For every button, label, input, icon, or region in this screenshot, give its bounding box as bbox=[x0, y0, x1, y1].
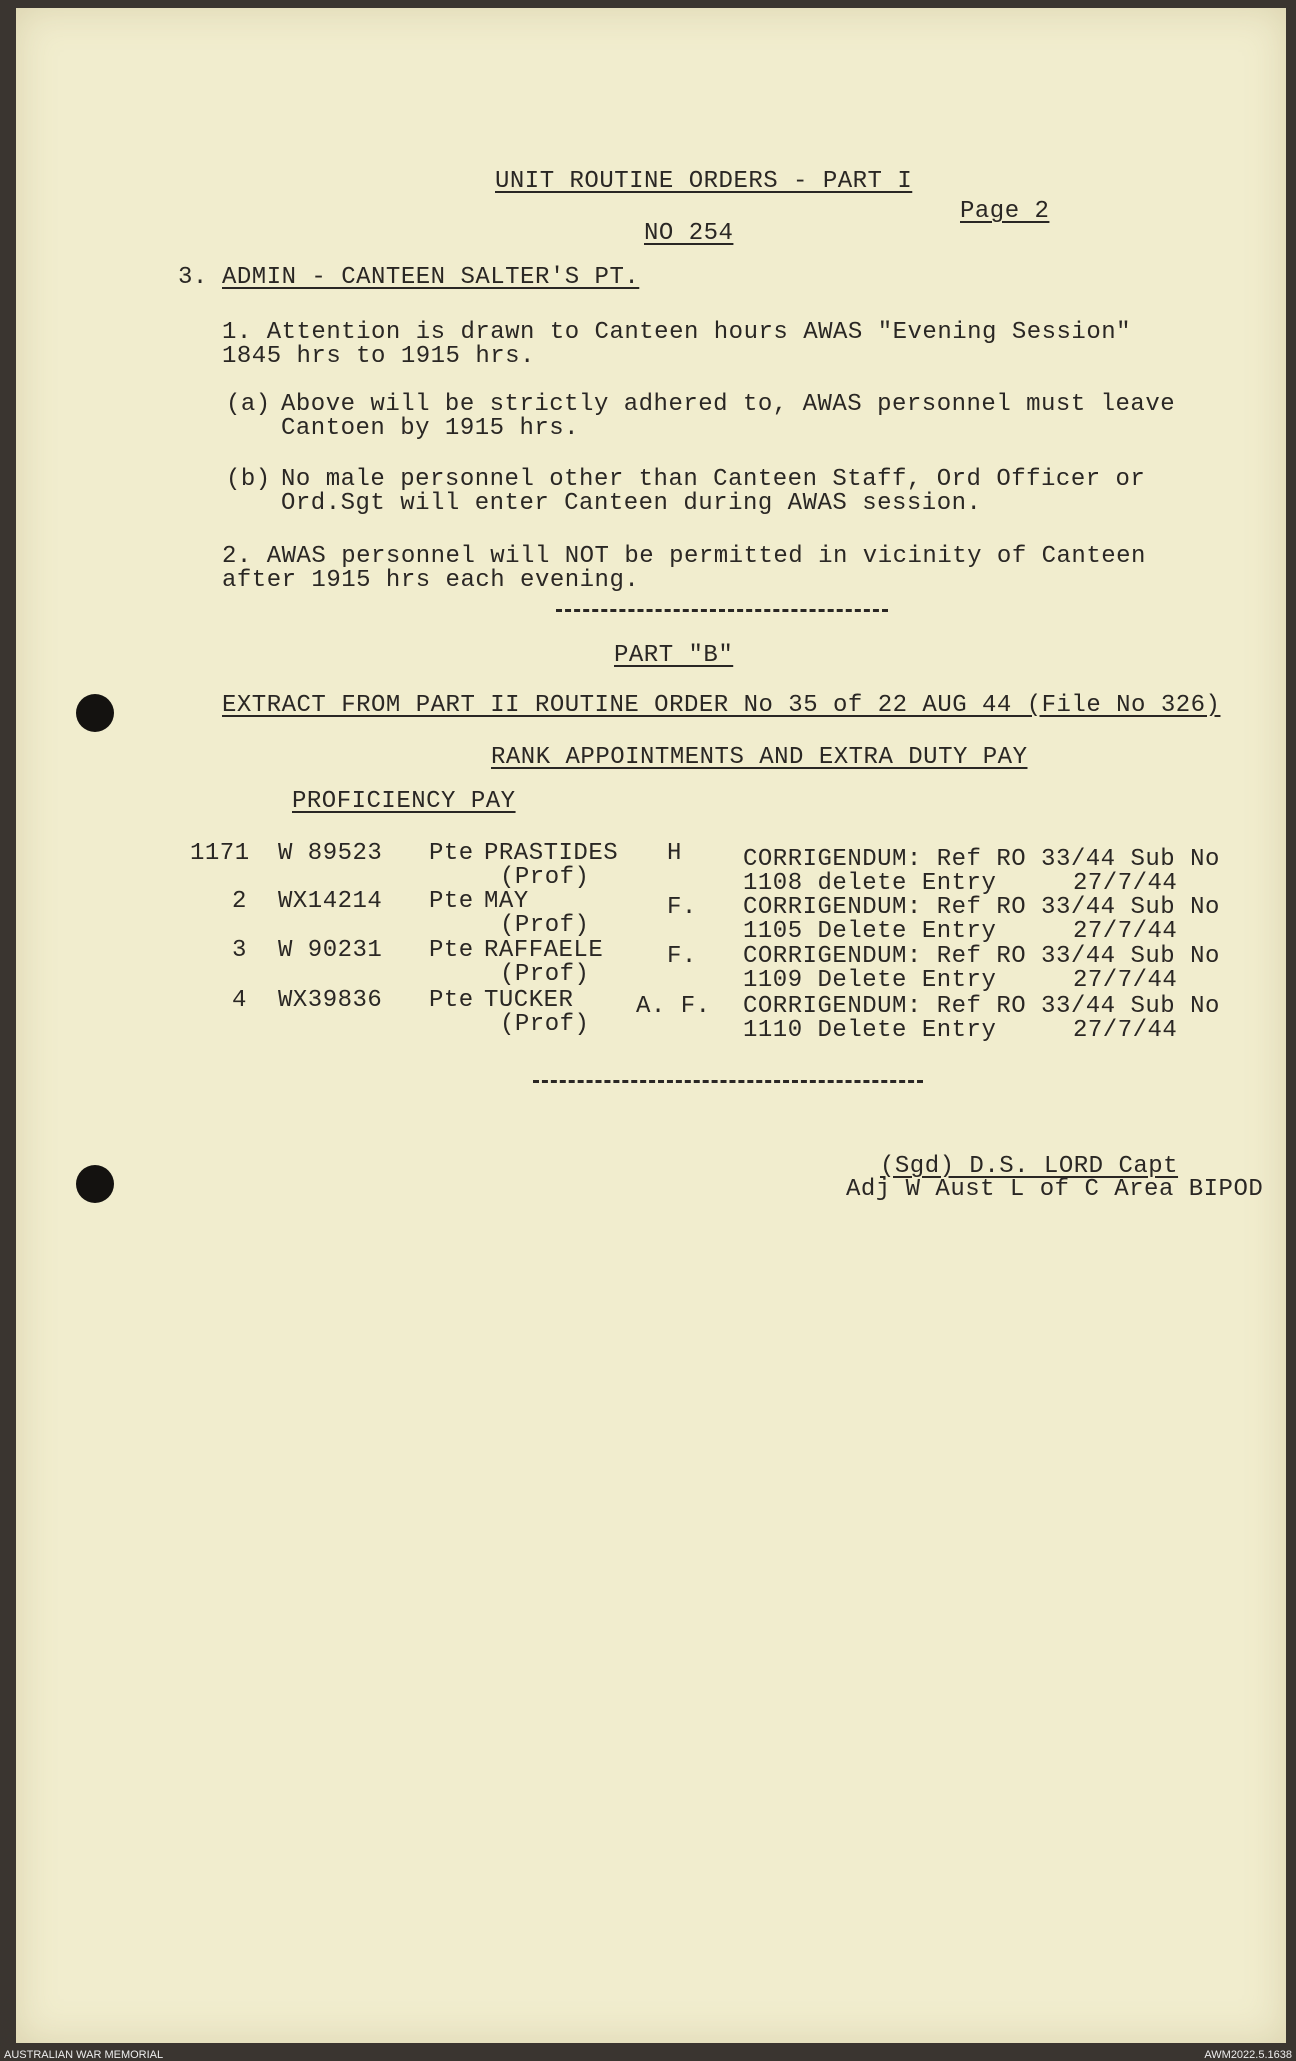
entry-surname: TUCKER bbox=[484, 987, 574, 1014]
entry-prof: (Prof) bbox=[500, 864, 590, 891]
item-b-line2: Ord.Sgt will enter Canteen during AWAS session. bbox=[281, 490, 982, 517]
item-b-line1: No male personnel other than Canteen Staff, Ord Officer or bbox=[281, 466, 1146, 493]
entry-surname: RAFFAELE bbox=[484, 937, 604, 964]
section-heading: ADMIN - CANTEEN SALTER'S PT. bbox=[222, 264, 640, 291]
entry-prof: (Prof) bbox=[500, 961, 590, 988]
extract-line: EXTRACT FROM PART II ROUTINE ORDER No 35 of 22 AUG 44 (File No 326) bbox=[222, 692, 1221, 719]
para1-line1: 1. Attention is drawn to Canteen hours AWAS "Evening Session" bbox=[222, 319, 1132, 346]
separator-rule-2 bbox=[533, 1080, 923, 1083]
proficiency-pay-heading: PROFICIENCY PAY bbox=[292, 788, 516, 815]
punch-hole-bottom bbox=[76, 1165, 114, 1203]
entry-note-detail: 1109 Delete Entry bbox=[743, 967, 997, 994]
entry-note: CORRIGENDUM: Ref RO 33/44 Sub No bbox=[743, 846, 1220, 873]
page-number: Page 2 bbox=[960, 198, 1050, 225]
signature-line: (Sgd) D.S. LORD Capt bbox=[880, 1153, 1179, 1180]
entry-initials: H bbox=[667, 840, 682, 867]
entry-service-number: WX14214 bbox=[278, 888, 383, 915]
punch-hole-top bbox=[76, 694, 114, 732]
entry-date: 27/7/44 bbox=[1073, 1017, 1178, 1044]
entry-note: CORRIGENDUM: Ref RO 33/44 Sub No bbox=[743, 993, 1220, 1020]
entry-service-number: WX39836 bbox=[278, 987, 383, 1014]
entry-note: CORRIGENDUM: Ref RO 33/44 Sub No bbox=[743, 894, 1220, 921]
item-a-line2: Cantoen by 1915 hrs. bbox=[281, 415, 580, 442]
entry-number: 1171 bbox=[190, 840, 250, 867]
signature-title: Adj W Aust L of C Area BIPOD bbox=[846, 1176, 1264, 1203]
entry-initials: F. bbox=[667, 943, 697, 970]
entry-initials: F. bbox=[667, 894, 697, 921]
entry-number: 4 bbox=[232, 987, 247, 1014]
order-number: NO 254 bbox=[644, 220, 734, 247]
entry-prof: (Prof) bbox=[500, 912, 590, 939]
entry-rank: Pte bbox=[429, 888, 474, 915]
entry-note-detail: 1110 Delete Entry bbox=[743, 1017, 997, 1044]
entry-note-detail: 1105 Delete Entry bbox=[743, 918, 997, 945]
para2-line1: 2. AWAS personnel will NOT be permitted in vicinity of Canteen bbox=[222, 543, 1146, 570]
item-b-label: (b) bbox=[226, 466, 271, 493]
entry-date: 27/7/44 bbox=[1073, 967, 1178, 994]
entry-date: 27/7/44 bbox=[1073, 870, 1178, 897]
item-a-label: (a) bbox=[226, 391, 271, 418]
entry-rank: Pte bbox=[429, 840, 474, 867]
entry-rank: Pte bbox=[429, 987, 474, 1014]
entry-date: 27/7/44 bbox=[1073, 918, 1178, 945]
entry-rank: Pte bbox=[429, 937, 474, 964]
entry-prof: (Prof) bbox=[500, 1011, 590, 1038]
entry-number: 2 bbox=[232, 888, 247, 915]
entry-surname: PRASTIDES bbox=[484, 840, 619, 867]
document-page bbox=[16, 8, 1286, 2043]
footer-archive-name: AUSTRALIAN WAR MEMORIAL bbox=[4, 2049, 164, 2061]
entry-note: CORRIGENDUM: Ref RO 33/44 Sub No bbox=[743, 943, 1220, 970]
section-number: 3. bbox=[178, 264, 208, 291]
entry-number: 3 bbox=[232, 937, 247, 964]
entry-initials: A. F. bbox=[636, 993, 711, 1020]
separator-rule-1 bbox=[556, 609, 888, 612]
entry-surname: MAY bbox=[484, 888, 529, 915]
entry-service-number: W 89523 bbox=[278, 840, 383, 867]
part-b-title: PART "B" bbox=[614, 642, 734, 669]
appointments-heading: RANK APPOINTMENTS AND EXTRA DUTY PAY bbox=[491, 744, 1028, 771]
item-a-line1: Above will be strictly adhered to, AWAS personnel must leave bbox=[281, 391, 1176, 418]
entry-note-detail: 1108 delete Entry bbox=[743, 870, 997, 897]
entry-service-number: W 90231 bbox=[278, 937, 383, 964]
para2-line2: after 1915 hrs each evening. bbox=[222, 567, 640, 594]
document-title: UNIT ROUTINE ORDERS - PART I bbox=[495, 168, 913, 195]
footer-reference-number: AWM2022.5.1638 bbox=[1204, 2049, 1292, 2061]
para1-line2: 1845 hrs to 1915 hrs. bbox=[222, 343, 535, 370]
